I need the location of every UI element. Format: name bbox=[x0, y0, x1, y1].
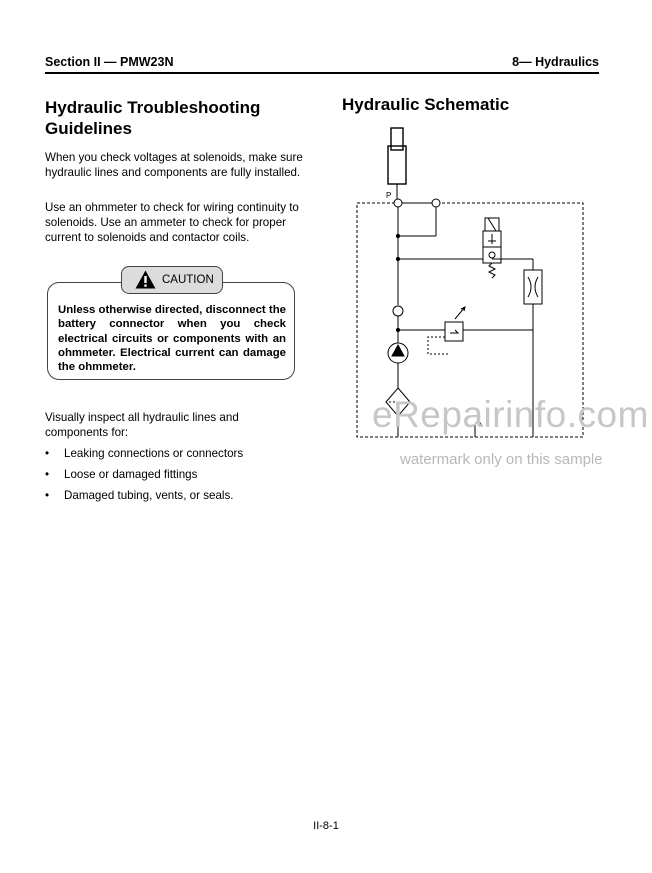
check-valve-symbol bbox=[394, 199, 402, 207]
port-p-label: P bbox=[386, 191, 392, 200]
watermark-logo: eRepairinfo.com bbox=[372, 394, 649, 435]
pump-symbol bbox=[388, 343, 408, 363]
list-item bbox=[45, 467, 303, 488]
check-valve-symbol bbox=[432, 199, 440, 207]
ohmmeter-paragraph: Use an ohmmeter to check for wiring continuity to solenoids. Use an ammeter to check for proper current to solenoids and contactor coils. bbox=[45, 201, 299, 244]
list-item bbox=[45, 488, 303, 509]
caution-text: Unless otherwise directed, disconnect the battery connector when you check electrical circuits or components with an ohmmeter. Electrical current can damage the ohmmeter. bbox=[58, 304, 286, 374]
list-item-text: Leaking connections or connectors bbox=[64, 447, 244, 460]
caution-label: CAUTION bbox=[162, 274, 214, 286]
list-item bbox=[45, 446, 303, 467]
watermark-note: watermark only on this sample bbox=[400, 451, 603, 468]
caution-box bbox=[47, 282, 295, 380]
voltage-paragraph: When you check voltages at solenoids, make sure hydraulic lines and components are fully installed. bbox=[45, 151, 303, 179]
inspection-list bbox=[45, 446, 303, 509]
page-number: II-8-1 bbox=[313, 820, 339, 832]
relief-valve-symbol bbox=[445, 307, 465, 341]
schematic-heading: Hydraulic Schematic bbox=[342, 95, 510, 114]
header-divider bbox=[45, 72, 599, 74]
caution-badge bbox=[121, 266, 223, 294]
bullet-icon: • bbox=[45, 489, 50, 502]
page-header bbox=[45, 55, 599, 71]
chapter-title: 8— Hydraulics bbox=[512, 55, 599, 69]
check-valve-symbol bbox=[393, 306, 403, 316]
restrictor-symbol bbox=[524, 270, 542, 304]
warning-icon bbox=[135, 270, 156, 289]
list-item-text: Loose or damaged fittings bbox=[64, 468, 198, 481]
cylinder-symbol bbox=[388, 128, 406, 197]
list-item-text: Damaged tubing, vents, or seals. bbox=[64, 489, 234, 502]
bullet-icon: • bbox=[45, 447, 50, 460]
bullet-icon: • bbox=[45, 468, 50, 481]
troubleshooting-heading: Hydraulic Troubleshooting Guidelines bbox=[45, 98, 261, 138]
inspect-paragraph: Visually inspect all hydraulic lines and components for: bbox=[45, 411, 239, 439]
section-title: Section II — PMW23N bbox=[45, 55, 174, 69]
solenoid-valve-symbol bbox=[483, 218, 501, 278]
